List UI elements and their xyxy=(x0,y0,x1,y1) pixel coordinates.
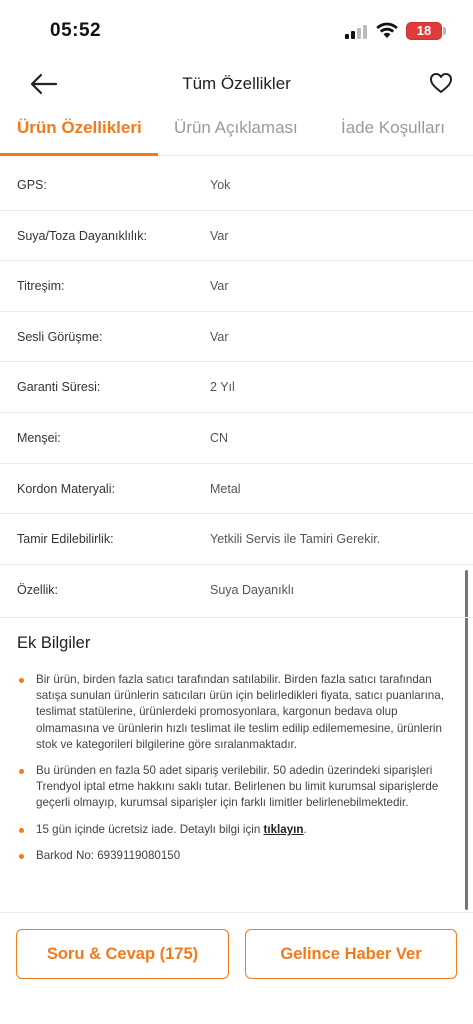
list-item xyxy=(0,822,460,838)
barcode-text: Barkod No: 6939119080150 xyxy=(36,848,181,862)
spec-value: Metal xyxy=(210,481,241,496)
spec-row xyxy=(0,413,473,464)
spec-row xyxy=(0,514,473,565)
spec-value: Yok xyxy=(210,178,231,192)
return-info-text: 15 gün içinde ücretsiz iade. Detaylı bilgi için xyxy=(36,822,264,836)
bullet-dot xyxy=(19,828,24,833)
battery-level: 18 xyxy=(416,23,432,38)
heart-icon[interactable] xyxy=(428,70,454,96)
spec-key: GPS: xyxy=(17,178,47,192)
list-item xyxy=(0,763,460,812)
scrollbar[interactable] xyxy=(465,570,468,910)
spec-row xyxy=(0,362,473,413)
info-text: Bu üründen en fazla 50 adet sipariş verilebilir. 50 adedin üzerindeki siparişleri Trendyol iptal etme hakkını saklı tutar. Belirlenen bu limit kurumsal siparişlerde geçerli olmayıp, kurumsal siparişler için farklı limitler belirlenebilmektedir. xyxy=(36,764,439,810)
info-text: Bir ürün, birden fazla satıcı tarafından satılabilir. Birden fazla satıcı tarafından satışa sunulan ürünlerin satıcıları ürün için belirledikleri fiyata, satıcı puanlarına, teslimat statülerine, ürünlerdeki promosyonlara, kargonun bedava olup olmamasına ve ürünlerin hızlı teslimat ile teslim edilip edilememesine, ürünlerin stok ve kategorileri bilgilerine göre sıralanmaktadır. xyxy=(36,673,444,751)
spec-key: Kordon Materyali: xyxy=(17,481,115,496)
status-time: 05:52 xyxy=(50,20,102,41)
tab-bar xyxy=(0,110,473,156)
spec-row xyxy=(0,160,473,211)
spec-value: Var xyxy=(210,228,229,243)
spec-value: Suya Dayanıklı xyxy=(210,582,295,597)
spec-key: Sesli Görüşme: xyxy=(17,329,103,344)
wifi-icon xyxy=(376,22,398,39)
spec-value: Var xyxy=(210,279,229,294)
extra-info-section xyxy=(0,617,473,862)
return-info-suffix: . xyxy=(303,822,307,836)
status-bar xyxy=(0,0,473,62)
bullet-dot xyxy=(19,854,24,859)
spec-row xyxy=(0,565,473,616)
spec-key: Garanti Süresi: xyxy=(17,380,101,395)
page-title: Tüm Özellikler xyxy=(182,74,291,93)
active-tab-indicator xyxy=(0,153,158,156)
spec-row xyxy=(0,464,473,515)
spec-value: CN xyxy=(210,430,229,445)
list-item xyxy=(0,672,460,753)
spec-value: Yetkili Servis ile Tamiri Gerekir. xyxy=(210,532,381,547)
spec-row xyxy=(0,261,473,312)
return-info-link[interactable]: tıklayın xyxy=(263,822,304,836)
tab-product-features[interactable]: Ürün Özellikleri xyxy=(17,118,142,137)
list-item xyxy=(0,848,460,864)
extra-info-title: Ek Bilgiler xyxy=(17,634,91,652)
spec-key: Tamir Edilebilirlik: xyxy=(17,532,114,547)
spec-key: Titreşim: xyxy=(17,279,65,294)
spec-row xyxy=(0,211,473,262)
questions-answers-button[interactable]: Soru & Cevap (175) xyxy=(16,929,229,979)
spec-row xyxy=(0,312,473,363)
spec-value: Var xyxy=(210,329,229,344)
signal-icon xyxy=(345,25,369,39)
bottom-action-bar xyxy=(0,912,473,1024)
tab-product-description[interactable]: Ürün Açıklaması xyxy=(174,118,298,137)
spec-key: Menşei: xyxy=(17,430,61,445)
spec-value: 2 Yıl xyxy=(210,380,235,395)
spec-key: Özellik: xyxy=(17,582,58,597)
bullet-dot xyxy=(19,769,24,774)
nav-bar xyxy=(0,62,473,106)
notify-when-available-button[interactable]: Gelince Haber Ver xyxy=(245,929,457,979)
bullet-dot xyxy=(19,678,24,683)
specs-table xyxy=(0,160,473,615)
spec-key: Suya/Toza Dayanıklılık: xyxy=(17,228,147,243)
extra-info-list xyxy=(0,672,460,874)
tab-return-conditions[interactable]: İade Koşulları xyxy=(341,118,445,137)
